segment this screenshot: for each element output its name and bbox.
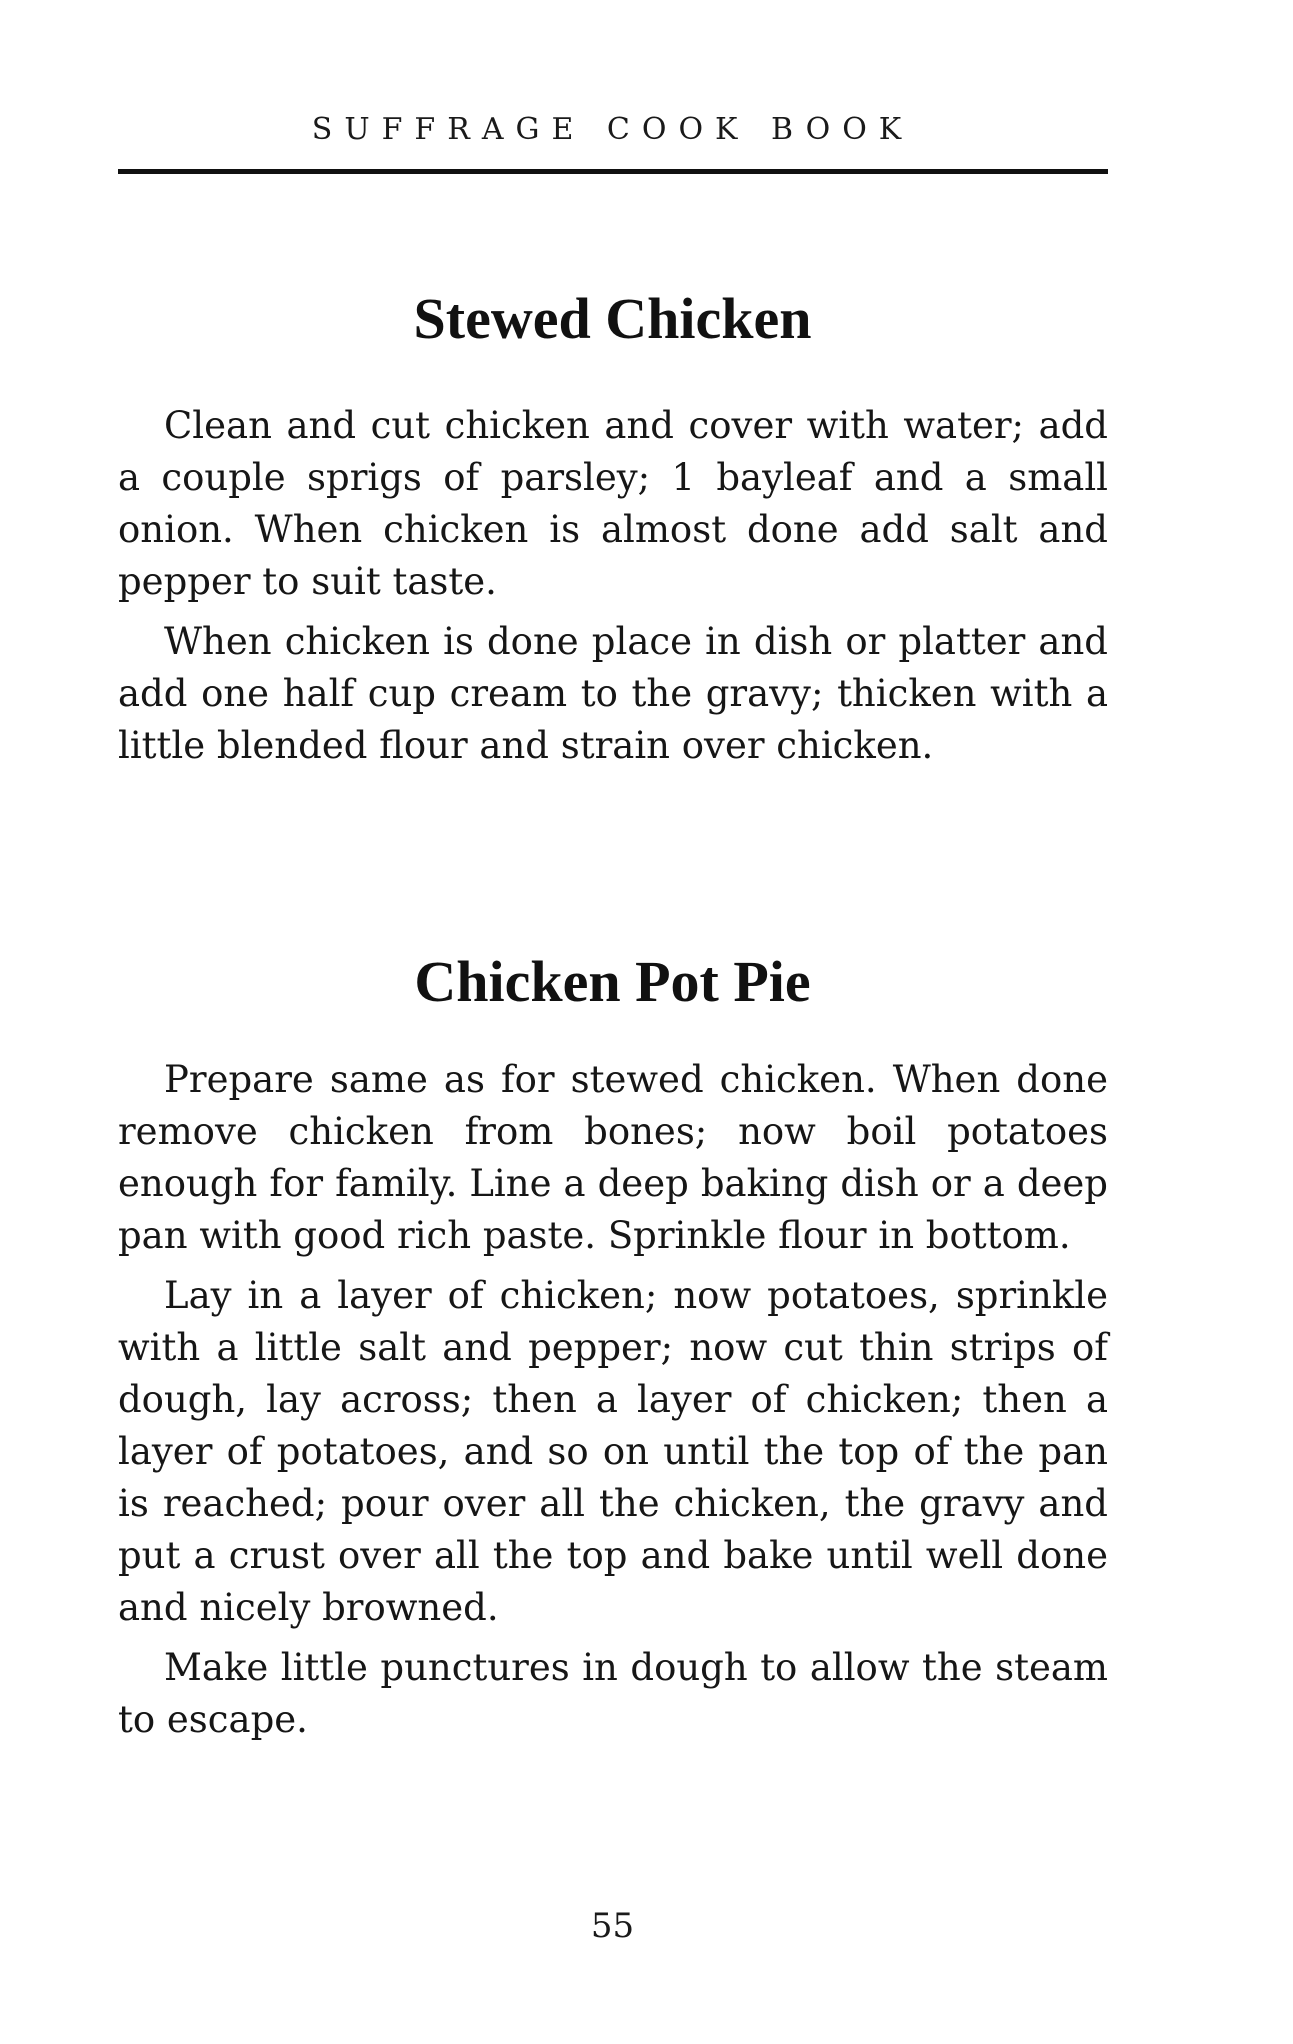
running-header: SUFFRAGE COOK BOOK [311, 112, 914, 147]
paragraph: When chicken is done place in dish or platter and add one half cup cream to the gravy; thicken with a little blended flour and strain over chicken. [118, 620, 1108, 767]
paragraph: Make little punctures in dough to allow the steam to escape. [118, 1646, 1108, 1741]
header-rule [118, 169, 1108, 174]
recipe-body-chicken-pot-pie [118, 1054, 1108, 1754]
recipe-body-stewed-chicken [118, 400, 1108, 780]
paragraph: Prepare same as for stewed chicken. When done remove chicken from bones; now boil potatoes enough for family. Line a deep baking dish or a deep pan with good rich paste. Sprinkle flour in bottom. [118, 1058, 1108, 1257]
paragraph: Lay in a layer of chicken; now potatoes, sprinkle with a little salt and pepper; now cut thin strips of dough, lay across; then a layer of chicken; then a layer of potatoes, and so on until the top of the pan is reached; pour over all the chicken, the gravy and put a crust over all the top and bake until well done and nicely browned. [118, 1274, 1108, 1629]
page-number: 55 [590, 1906, 635, 1946]
recipe-title-stewed-chicken: Stewed Chicken [413, 286, 812, 351]
paragraph: Clean and cut chicken and cover with water; add a couple sprigs of parsley; 1 bayleaf and a small onion. When chicken is almost done add salt and pepper to suit taste. [118, 404, 1108, 603]
recipe-title-chicken-pot-pie: Chicken Pot Pie [414, 949, 811, 1014]
